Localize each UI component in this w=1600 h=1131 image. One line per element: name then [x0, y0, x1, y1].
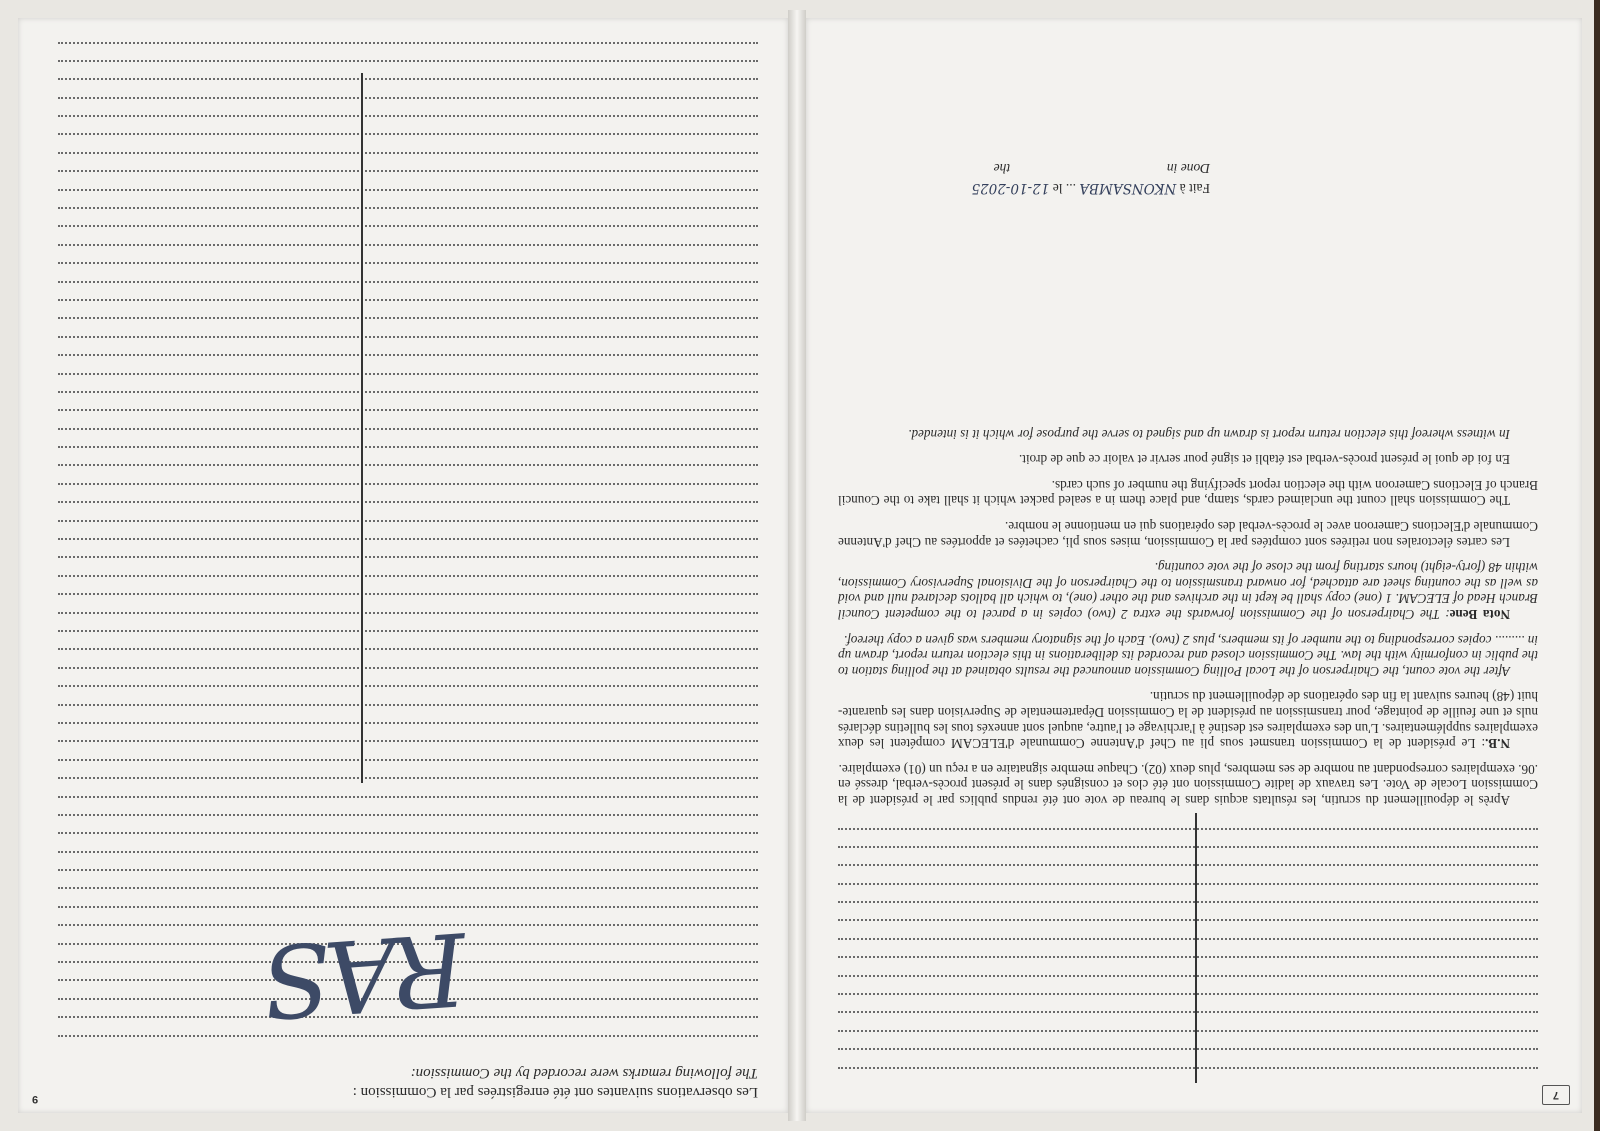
remarks-heading-en: The following remarks were recorded by the Commission: — [410, 1065, 758, 1081]
ruled-line — [58, 740, 758, 758]
remarks-heading — [38, 1063, 758, 1101]
ruled-line — [58, 373, 758, 391]
paragraph-faith-fr: En foi de quoi le présent procès-verbal est établi et signé pour servir et valoir ce que de droit. — [1018, 452, 1510, 468]
closing-ruled-lines — [838, 828, 1538, 1085]
ruled-line — [58, 409, 758, 427]
ruled-line — [58, 78, 758, 96]
ruled-line — [838, 864, 1538, 882]
ruled-line — [58, 630, 758, 648]
ruled-line — [58, 42, 758, 60]
ruled-line — [58, 170, 758, 188]
ruled-line — [58, 60, 758, 78]
strike-line — [361, 73, 363, 783]
ruled-line — [838, 938, 1538, 956]
ruled-line — [58, 612, 758, 630]
closing-statement — [838, 416, 1538, 808]
ruled-line — [838, 1067, 1538, 1085]
page-number: 7 — [1542, 1085, 1570, 1105]
done-prefix-fr: Fait à — [1179, 181, 1210, 196]
done-mid-en: the — [993, 161, 1011, 176]
ruled-line — [58, 501, 758, 519]
done-prefix-en: Done in — [1166, 161, 1210, 176]
ruled-line — [58, 648, 758, 666]
ruled-line — [838, 846, 1538, 864]
paragraph-nb-fr — [838, 689, 1538, 751]
ruled-line — [58, 593, 758, 611]
ruled-line — [58, 722, 758, 740]
ruled-line — [838, 901, 1538, 919]
ruled-line — [58, 520, 758, 538]
nota-bene-label: Nota Bene — [1449, 607, 1510, 623]
ruled-line — [58, 538, 758, 556]
nb-text-fr: : Le président de la Commission transmet sous pli au Chef d'Antenne Communale d'ELECAM compétent les deux exemplaires supplémentaires. L'un des exemplaires est destiné à l'archivage et l'autre, auquel sont annexés tous les bulletins déclarés nuls et une feuille de pointage, pour transmission au président de la Commission Départementale de Supervision dans les quarante-huit (48) heures suivant la fin des opérations de dépouillement du scrutin. — [838, 689, 1538, 752]
done-date: 12-10-2025 — [971, 180, 1050, 196]
ruled-line — [58, 465, 758, 483]
ruled-line — [838, 828, 1538, 846]
ruled-line — [58, 704, 758, 722]
ruled-line — [58, 428, 758, 446]
ruled-line — [58, 115, 758, 133]
ruled-line — [58, 556, 758, 574]
nb-text-en: : The Chairperson of the Commission forwards the extra 2 (two) copies in a parcel to the competent Council Branch Head of ELECAM. 1 (one) copy shall be kept in the archives and the other (one), to which all ballots declared null and void as well as the counting sheet are attached, for onward transmission to the Chairperson of the Divisional Supervisory Commission, within 48 (forty-eight) hours starting from the close of the vote counting. — [838, 560, 1538, 623]
ruled-line — [58, 446, 758, 464]
ruled-line — [58, 759, 758, 777]
paragraph-cards-en: The Commission shall count the unclaimed cards, stamp, and place them in a sealed packet which it shall take to the Council Branch of Elections Cameroon with the election report specifying the number of such cards. — [838, 477, 1538, 509]
ruled-line — [58, 225, 758, 243]
done-line-en — [890, 158, 1210, 178]
ruled-line — [58, 851, 758, 869]
ruled-line — [838, 993, 1538, 1011]
done-line-fr: Fait à NKONSAMBA ... le 12-10-2025 — [971, 180, 1210, 196]
ruled-line — [838, 1011, 1538, 1029]
ruled-line — [58, 887, 758, 905]
ruled-line — [58, 832, 758, 850]
ruled-line — [58, 317, 758, 335]
scan-edge — [1594, 0, 1600, 1131]
handwritten-remark: RAS — [264, 909, 470, 1040]
done-place: NKONSAMBA — [1079, 180, 1177, 196]
paragraph-faith-en: In witness whereof this election return report is drawn up and signed to serve the purpose for which it is intended. — [908, 426, 1510, 442]
ruled-line — [58, 777, 758, 795]
ruled-line — [58, 207, 758, 225]
ruled-line — [838, 956, 1538, 974]
ruled-line — [58, 152, 758, 170]
ruled-line — [58, 483, 758, 501]
ruled-line — [58, 391, 758, 409]
ruled-line — [58, 869, 758, 887]
ruled-line — [58, 299, 758, 317]
strike-line — [1195, 813, 1197, 1083]
ruled-line — [58, 244, 758, 262]
paragraph-results-fr: Après le dépouillement du scrutin, les résultats acquis dans le bureau de vote ont été rendus publics par le président de la Commission Locale de Vote. Les travaux de ladite Commission ont été clos et consignés dans le présent procès-verbal, dressé en .06. exemplaires correspondant au nombre de ses membres, plus deux (02). Chaque membre signataire en a reçu un (01) exemplaire. — [838, 761, 1538, 808]
paragraph-cards-fr: Les cartes électorales non retirées sont comptées par la Commission, mises sous pli, cachetées et apportées au Chef d'Antenne Communale d'Elections Cameroon avec le procès-verbal des opérations qui en mentionne le nombre. — [838, 519, 1538, 550]
ruled-line — [838, 919, 1538, 937]
ruled-line — [58, 575, 758, 593]
ruled-line — [58, 796, 758, 814]
page-closing — [806, 18, 1582, 1113]
nb-label: N.B. — [1485, 736, 1510, 752]
ruled-line — [58, 336, 758, 354]
ruled-line — [58, 281, 758, 299]
ruled-line — [838, 1030, 1538, 1048]
ruled-line — [58, 354, 758, 372]
page-number: 9 — [32, 1093, 39, 1105]
ruled-line — [58, 97, 758, 115]
ruled-line — [838, 975, 1538, 993]
ruled-line — [58, 667, 758, 685]
ruled-line — [838, 1048, 1538, 1066]
ruled-line — [58, 814, 758, 832]
paragraph-nb-en — [838, 560, 1538, 622]
binding-gutter — [788, 10, 806, 1121]
ruled-line — [58, 133, 758, 151]
ruled-line — [58, 1035, 758, 1053]
ruled-line — [838, 883, 1538, 901]
ruled-line — [58, 262, 758, 280]
ruled-line — [58, 685, 758, 703]
done-mid-fr: le — [1052, 181, 1063, 196]
page-remarks — [18, 18, 788, 1113]
paragraph-results-en: After the vote count, the Chairperson of the Local Polling Commission announced the results obtained at the polling station to the public in conformity with the law. The Commission closed and recorded its deliberations in this election return report, drawn up in ......... copies corresponding to the number of its members, plus 2 (two). Each of the signatory members was given a copy thereof. — [838, 632, 1538, 679]
done-at-block — [890, 158, 1210, 198]
ruled-line — [58, 189, 758, 207]
remarks-heading-fr: Les observations suivantes ont été enregistrées par la Commission : — [352, 1084, 758, 1100]
remarks-ruled-lines — [58, 42, 758, 1053]
